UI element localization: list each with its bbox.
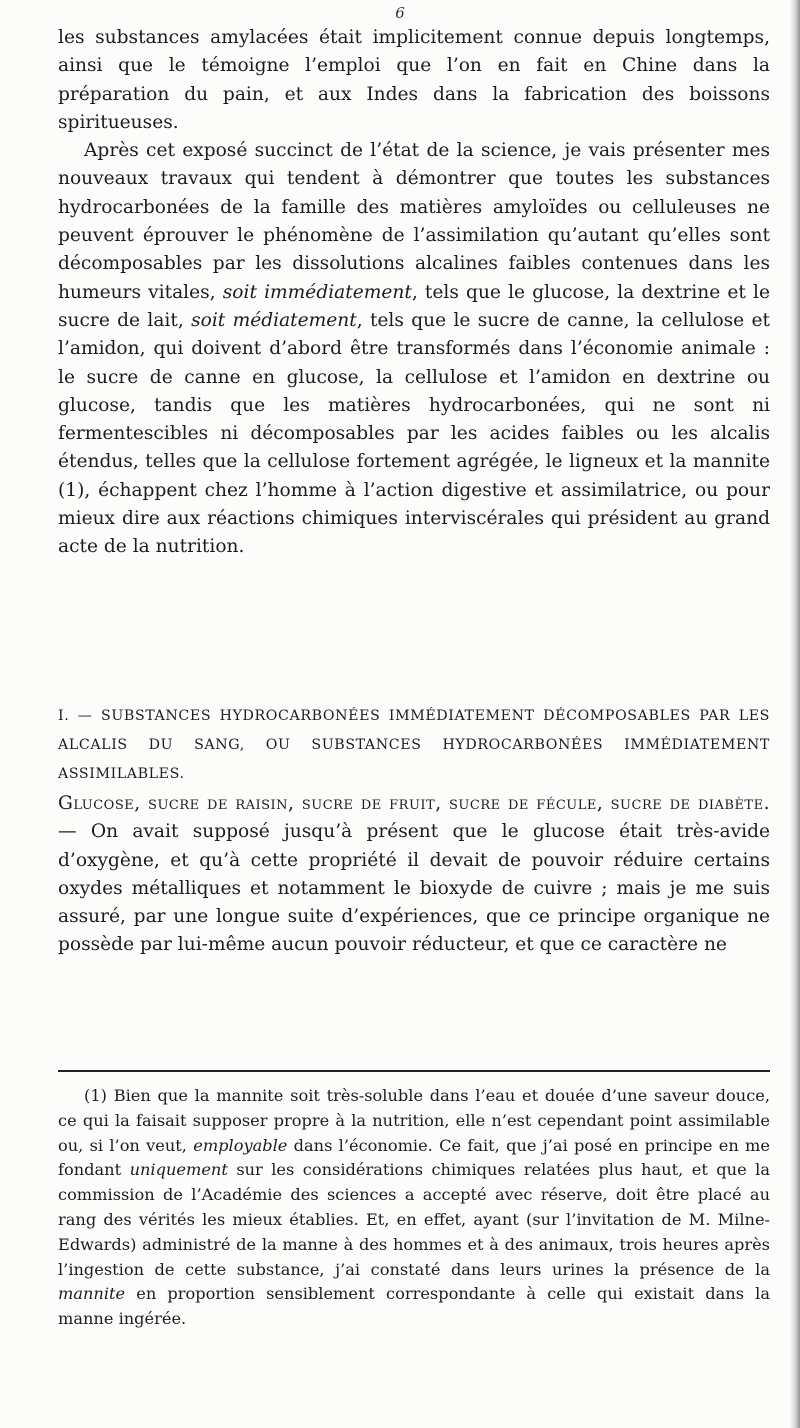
paragraph-thesis-part-a: Après cet exposé succinct de l’état de la science, je vais présenter mes nouveaux travaux qui tendent à démontrer que toutes les substances hydrocarbonées de la famille des matières amyloïdes ou celluleuses ne peuvent éprouver le phénomène de l’assimilation qu’autant qu’elles sont décomposables par les dissolutions alcalines faibles contenues dans les humeurs vitales, — [58, 140, 770, 303]
emphasis-mediatement: soit médiatement — [191, 309, 357, 331]
emphasis-mannite: mannite — [58, 1284, 126, 1304]
emphasis-uniquement: uniquement — [129, 1160, 228, 1180]
footnote-part-c: sur les considérations chimiques relatées plus haut, et que la commission de l’Académie des sciences a accepté avec réserve, doit être placé au rang des vérités les mieux établies. Et, en effet, ayant (sur l’invitation de M. Milne-Edwards) administré de la manne à des hommes et à des animaux, trois heures après l’ingestion de cette substance, j’ai constaté dans leurs urines la présence de la — [58, 1160, 770, 1279]
section-body — [58, 790, 770, 960]
footnote-part-a: (1) Bien que la mannite soit très-soluble dans l’eau et douée d’une saveur douce, ce qui la faisait supposer propre à la nutrition, elle n’est cependant point assimilable ou, si l’on veut, — [58, 1086, 770, 1155]
emphasis-immediatement: soit immédiatement — [222, 281, 412, 303]
footnote — [58, 1084, 770, 1332]
section-body-text: — On avait supposé jusqu’à présent que le glucose était très-avide d’oxygène, et qu’à cette propriété il devait de pouvoir réduire certains oxydes métalliques et notamment le bioxyde de cuivre ; mais je me suis assuré, par une longue suite d’expériences, que ce principe organique ne possède par lui-même aucun pouvoir réducteur, et que ce caractère ne — [58, 821, 770, 956]
footnote-part-d: en proportion sensiblement correspondante à celle qui existait dans la manne ingérée. — [58, 1284, 770, 1329]
footnote-paragraph — [58, 1084, 770, 1332]
footnote-part-b: dans l’économie. Ce fait, que j’ai posé en principe en me fondant — [58, 1135, 770, 1180]
paragraph-thesis-part-c: , tels que le sucre de canne, la cellulose et l’amidon, qui doivent d’abord être transformés dans l’économie animale : le sucre de canne en glucose, la cellulose et l’amidon en dextrine ou glucose, tandis que les matières hydrocarbonées, qui ne sont ni fermentescibles ni décomposables par les acides faibles ou les alcalis étendus, telles que la cellulose fortement agrégée, le ligneux et la mannite (1), échappent chez l’homme à l’action digestive et assimilatrice, ou pour mieux dire aux réactions chimiques interviscérales qui président au grand acte de la nutrition. — [58, 309, 770, 558]
section-subheading: Glucose, sucre de raisin, sucre de fruit, sucre de fécule, sucre de diabète. — [58, 793, 770, 814]
emphasis-employable: employable — [193, 1135, 288, 1155]
main-text — [58, 24, 770, 562]
paragraph-thesis — [58, 137, 770, 561]
page-number: 6 — [395, 4, 405, 22]
section-heading: I. — SUBSTANCES HYDROCARBONÉES IMMÉDIATEMENT DÉCOMPOSABLES PAR LES ALCALIS DU SANG, OU SUBSTANCES HYDROCARBONÉES IMMÉDIATEMENT ASSIMILABLES. — [58, 708, 770, 782]
footnote-divider — [58, 1070, 770, 1072]
paragraph-continuation: les substances amylacées était implicitement connue depuis longtemps, ainsi que le témoigne l’emploi que l’on en fait en Chine dans la préparation du pain, et aux Indes dans la fabrication des boissons spiritueuses. — [58, 27, 770, 133]
paragraph-thesis-part-b: , tels que le glucose, la dextrine et le sucre de lait, — [58, 281, 770, 331]
page-edge-shadow — [790, 0, 800, 1428]
